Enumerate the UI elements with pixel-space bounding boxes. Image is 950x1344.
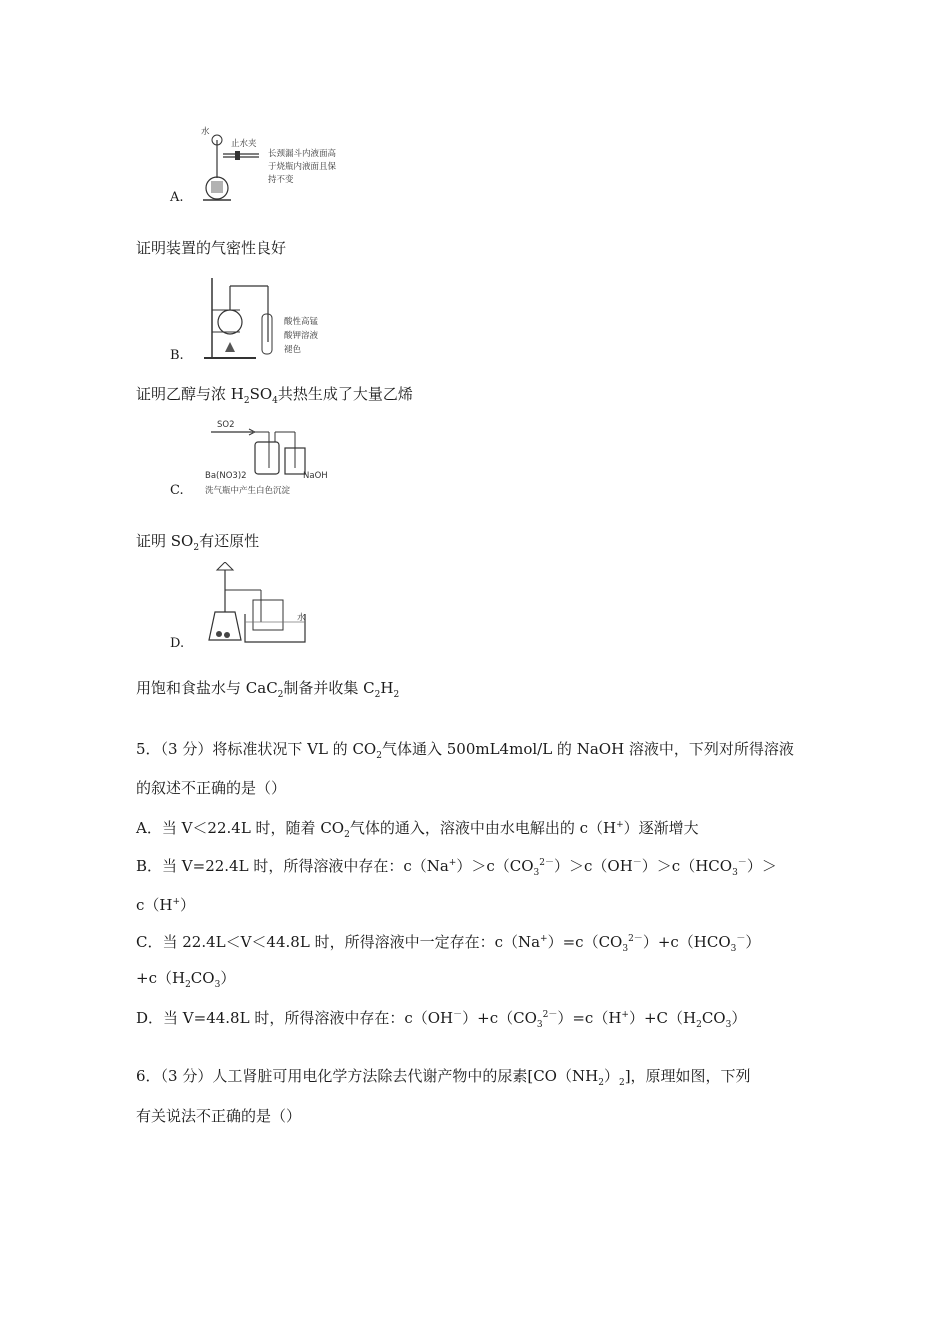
option-d-letter: D. [170, 636, 185, 651]
option-c-statement: 证明 $SO_2$有还原性 [136, 532, 260, 553]
label-white-precipitate: 洗气瓶中产生白色沉淀 [205, 486, 291, 496]
option-b-letter: B. [170, 348, 184, 363]
q6-stem-line2: 有关说法不正确的是（） [136, 1107, 302, 1125]
label-kmno4-2: 酸钾溶液 [284, 331, 319, 341]
q5-option-c-line2: $+c(H_2CO_3)$ [136, 969, 236, 990]
figure-a-airtightness-apparatus [195, 126, 365, 206]
label-naoh: NaOH [303, 471, 328, 481]
label-so2: SO2 [217, 420, 235, 430]
label-water-d: 水 [297, 613, 306, 623]
label-note-3: 持不变 [268, 175, 294, 185]
option-a-letter: A. [170, 190, 184, 205]
q5-stem-line2: 的叙述不正确的是（） [136, 779, 287, 797]
label-note-1: 长颈漏斗内液面高 [268, 149, 337, 159]
option-c-letter: C. [170, 483, 184, 498]
figure-c-so2-apparatus [203, 418, 363, 498]
label-bano3: Ba(NO3)2 [205, 471, 247, 481]
option-b-statement: 证明乙醇与浓 $H_2SO_4$共热生成了大量乙烯 [136, 385, 413, 406]
option-d-statement: 用饱和食盐水与 CaC$_2$制备并收集 $C_2H_2$ [136, 679, 400, 700]
q5-option-b-line2: c（H+） [136, 896, 196, 914]
q5-option-c-line1: C．当 22.4L＜V＜44.8L 时，所得溶液中一定存在：$c(Na^+)=c(CO_3^{2-})+c(HCO_3^-)$ [136, 933, 761, 954]
figure-b-ethylene-apparatus [200, 272, 340, 362]
label-water-clamp: 止水夹 [231, 139, 257, 149]
option-a-statement: 证明装置的气密性良好 [136, 239, 287, 257]
label-water: 水 [201, 127, 210, 137]
q5-option-d: D．当 V=44.8L 时，所得溶液中存在：$c(OH^-)+c(CO_3^{2-})=c(H^+)+C(H_2CO_3)$ [136, 1009, 747, 1030]
q5-stem-line1: 5．（3 分）将标准状况下 VL 的 $CO_2$气体通入 500mL4mol/L 的 NaOH 溶液中，下列对所得溶液 [136, 740, 794, 761]
label-fade: 褪色 [284, 345, 302, 355]
label-note-2: 于烧瓶内液面且保 [268, 162, 337, 172]
q5-option-b-line1: B．当 V=22.4L 时，所得溶液中存在：$c(Na^+)>c(CO_3^{2-})>c(OH^-)>c(HCO_3^-)>$ [136, 857, 777, 878]
label-kmno4-1: 酸性高锰 [284, 317, 319, 327]
figure-d-acetylene-apparatus [205, 562, 315, 644]
q5-option-a: A．当 V＜22.4L 时，随着 $CO_2$气体的通入，溶液中由水电解出的 c（H+）逐渐增大 [136, 819, 699, 840]
q6-stem-line1: 6．（3 分）人工肾脏可用电化学方法除去代谢产物中的尿素$[CO(NH_2)_2]$，原理如图，下列 [136, 1067, 751, 1088]
